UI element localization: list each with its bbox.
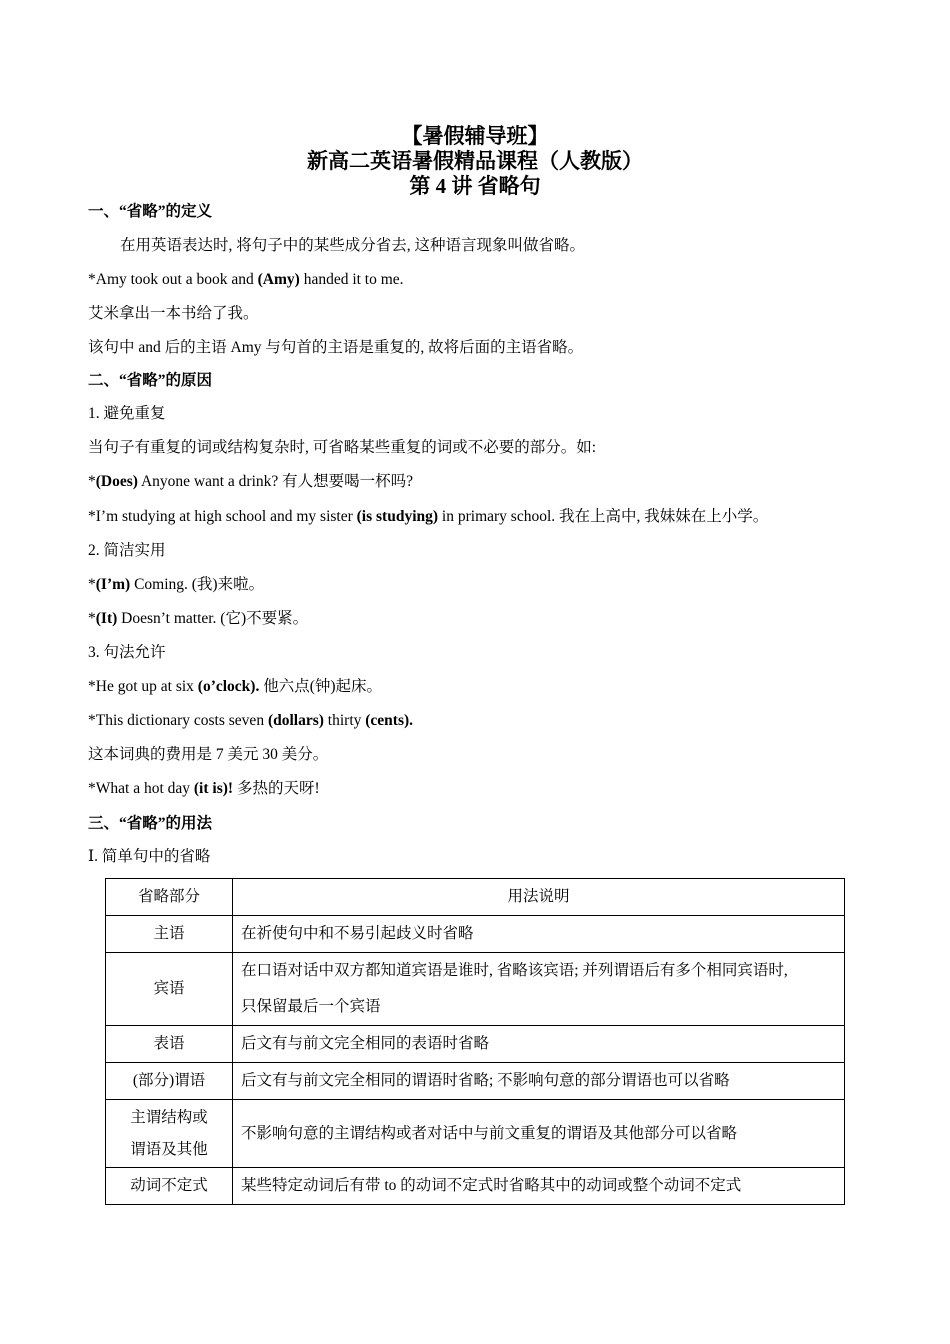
cell-part: 表语 — [106, 1026, 233, 1063]
reason-1-description: 当句子有重复的词或结构复杂时, 可省略某些重复的词或不必要的部分。如: — [88, 439, 597, 456]
reason-1-example-2: *I’m studying at high school and my sister (is studying) in primary school. 我在上高中, 我妹妹在上小学。 — [88, 508, 769, 525]
definition-paragraph: 在用英语表达时, 将句子中的某些成分省去, 这种语言现象叫做省略。 — [120, 237, 586, 254]
header-cell-part: 省略部分 — [106, 879, 233, 916]
example-amy: *Amy took out a book and (Amy) handed it to me. — [88, 271, 404, 288]
cell-part — [106, 1100, 233, 1168]
reason-3-example-3: *What a hot day (it is)! 多热的天呀! — [88, 780, 320, 797]
table-row — [106, 1026, 845, 1063]
example-amy-translation: 艾米拿出一本书给了我。 — [88, 305, 259, 322]
header-line-2: 新高二英语暑假精品课程（人教版） — [307, 149, 643, 173]
cell-desc: 后文有与前文完全相同的表语时省略 — [233, 1026, 845, 1063]
header-line-3: 第 4 讲 省略句 — [409, 174, 541, 198]
cell-desc-line-2: 只保留最后一个宾语 — [241, 998, 381, 1015]
reason-2-example-2: *(It) Doesn’t matter. (它)不要紧。 — [88, 610, 309, 627]
reason-3-title: 3. 句法允许 — [88, 644, 166, 661]
reason-2-title: 2. 简洁实用 — [88, 542, 166, 559]
table-row — [106, 953, 845, 1026]
ellipsis-usage-table — [105, 878, 845, 1205]
section-2-heading: 二、“省略”的原因 — [88, 372, 213, 389]
reason-1-title: 1. 避免重复 — [88, 405, 166, 422]
reason-3-example-2-translation: 这本词典的费用是 7 美元 30 美分。 — [88, 746, 329, 763]
cell-desc: 后文有与前文完全相同的谓语时省略; 不影响句意的部分谓语也可以省略 — [233, 1063, 845, 1100]
header-line-1: 【暑假辅导班】 — [401, 124, 549, 148]
section-1-heading: 一、“省略”的定义 — [88, 203, 213, 220]
table-row — [106, 1063, 845, 1100]
table-row — [106, 1100, 845, 1168]
cell-part-line-2: 谓语及其他 — [130, 1140, 208, 1158]
section-3-subheading: Ⅰ. 简单句中的省略 — [88, 848, 211, 865]
cell-part: 宾语 — [106, 953, 233, 1026]
section-3-heading: 三、“省略”的用法 — [88, 815, 213, 832]
cell-desc: 在祈使句中和不易引起歧义时省略 — [233, 916, 845, 953]
cell-part: 主语 — [106, 916, 233, 953]
reason-1-example-1: *(Does) Anyone want a drink? 有人想要喝一杯吗? — [88, 473, 414, 490]
example-amy-note: 该句中 and 后的主语 Amy 与句首的主语是重复的, 故将后面的主语省略。 — [88, 339, 584, 356]
cell-desc: 不影响句意的主谓结构或者对话中与前文重复的谓语及其他部分可以省略 — [233, 1100, 845, 1168]
cell-part: 动词不定式 — [106, 1168, 233, 1205]
table-row — [106, 1168, 845, 1205]
cell-part: (部分)谓语 — [106, 1063, 233, 1100]
cell-desc-line-1: 在口语对话中双方都知道宾语是谁时, 省略该宾语; 并列谓语后有多个相同宾语时, — [241, 962, 788, 979]
cell-desc: 某些特定动词后有带 to 的动词不定式时省略其中的动词或整个动词不定式 — [233, 1168, 845, 1205]
cell-part-line-1: 主谓结构或 — [130, 1108, 208, 1126]
reason-2-example-1: *(I’m) Coming. (我)来啦。 — [88, 576, 265, 593]
header-cell-desc: 用法说明 — [233, 879, 845, 916]
table-header-row — [106, 879, 845, 916]
reason-3-example-1: *He got up at six (o’clock). 他六点(钟)起床。 — [88, 678, 383, 695]
reason-3-example-2: *This dictionary costs seven (dollars) thirty (cents). — [88, 712, 414, 729]
cell-desc — [233, 953, 845, 1026]
table-row — [106, 916, 845, 953]
